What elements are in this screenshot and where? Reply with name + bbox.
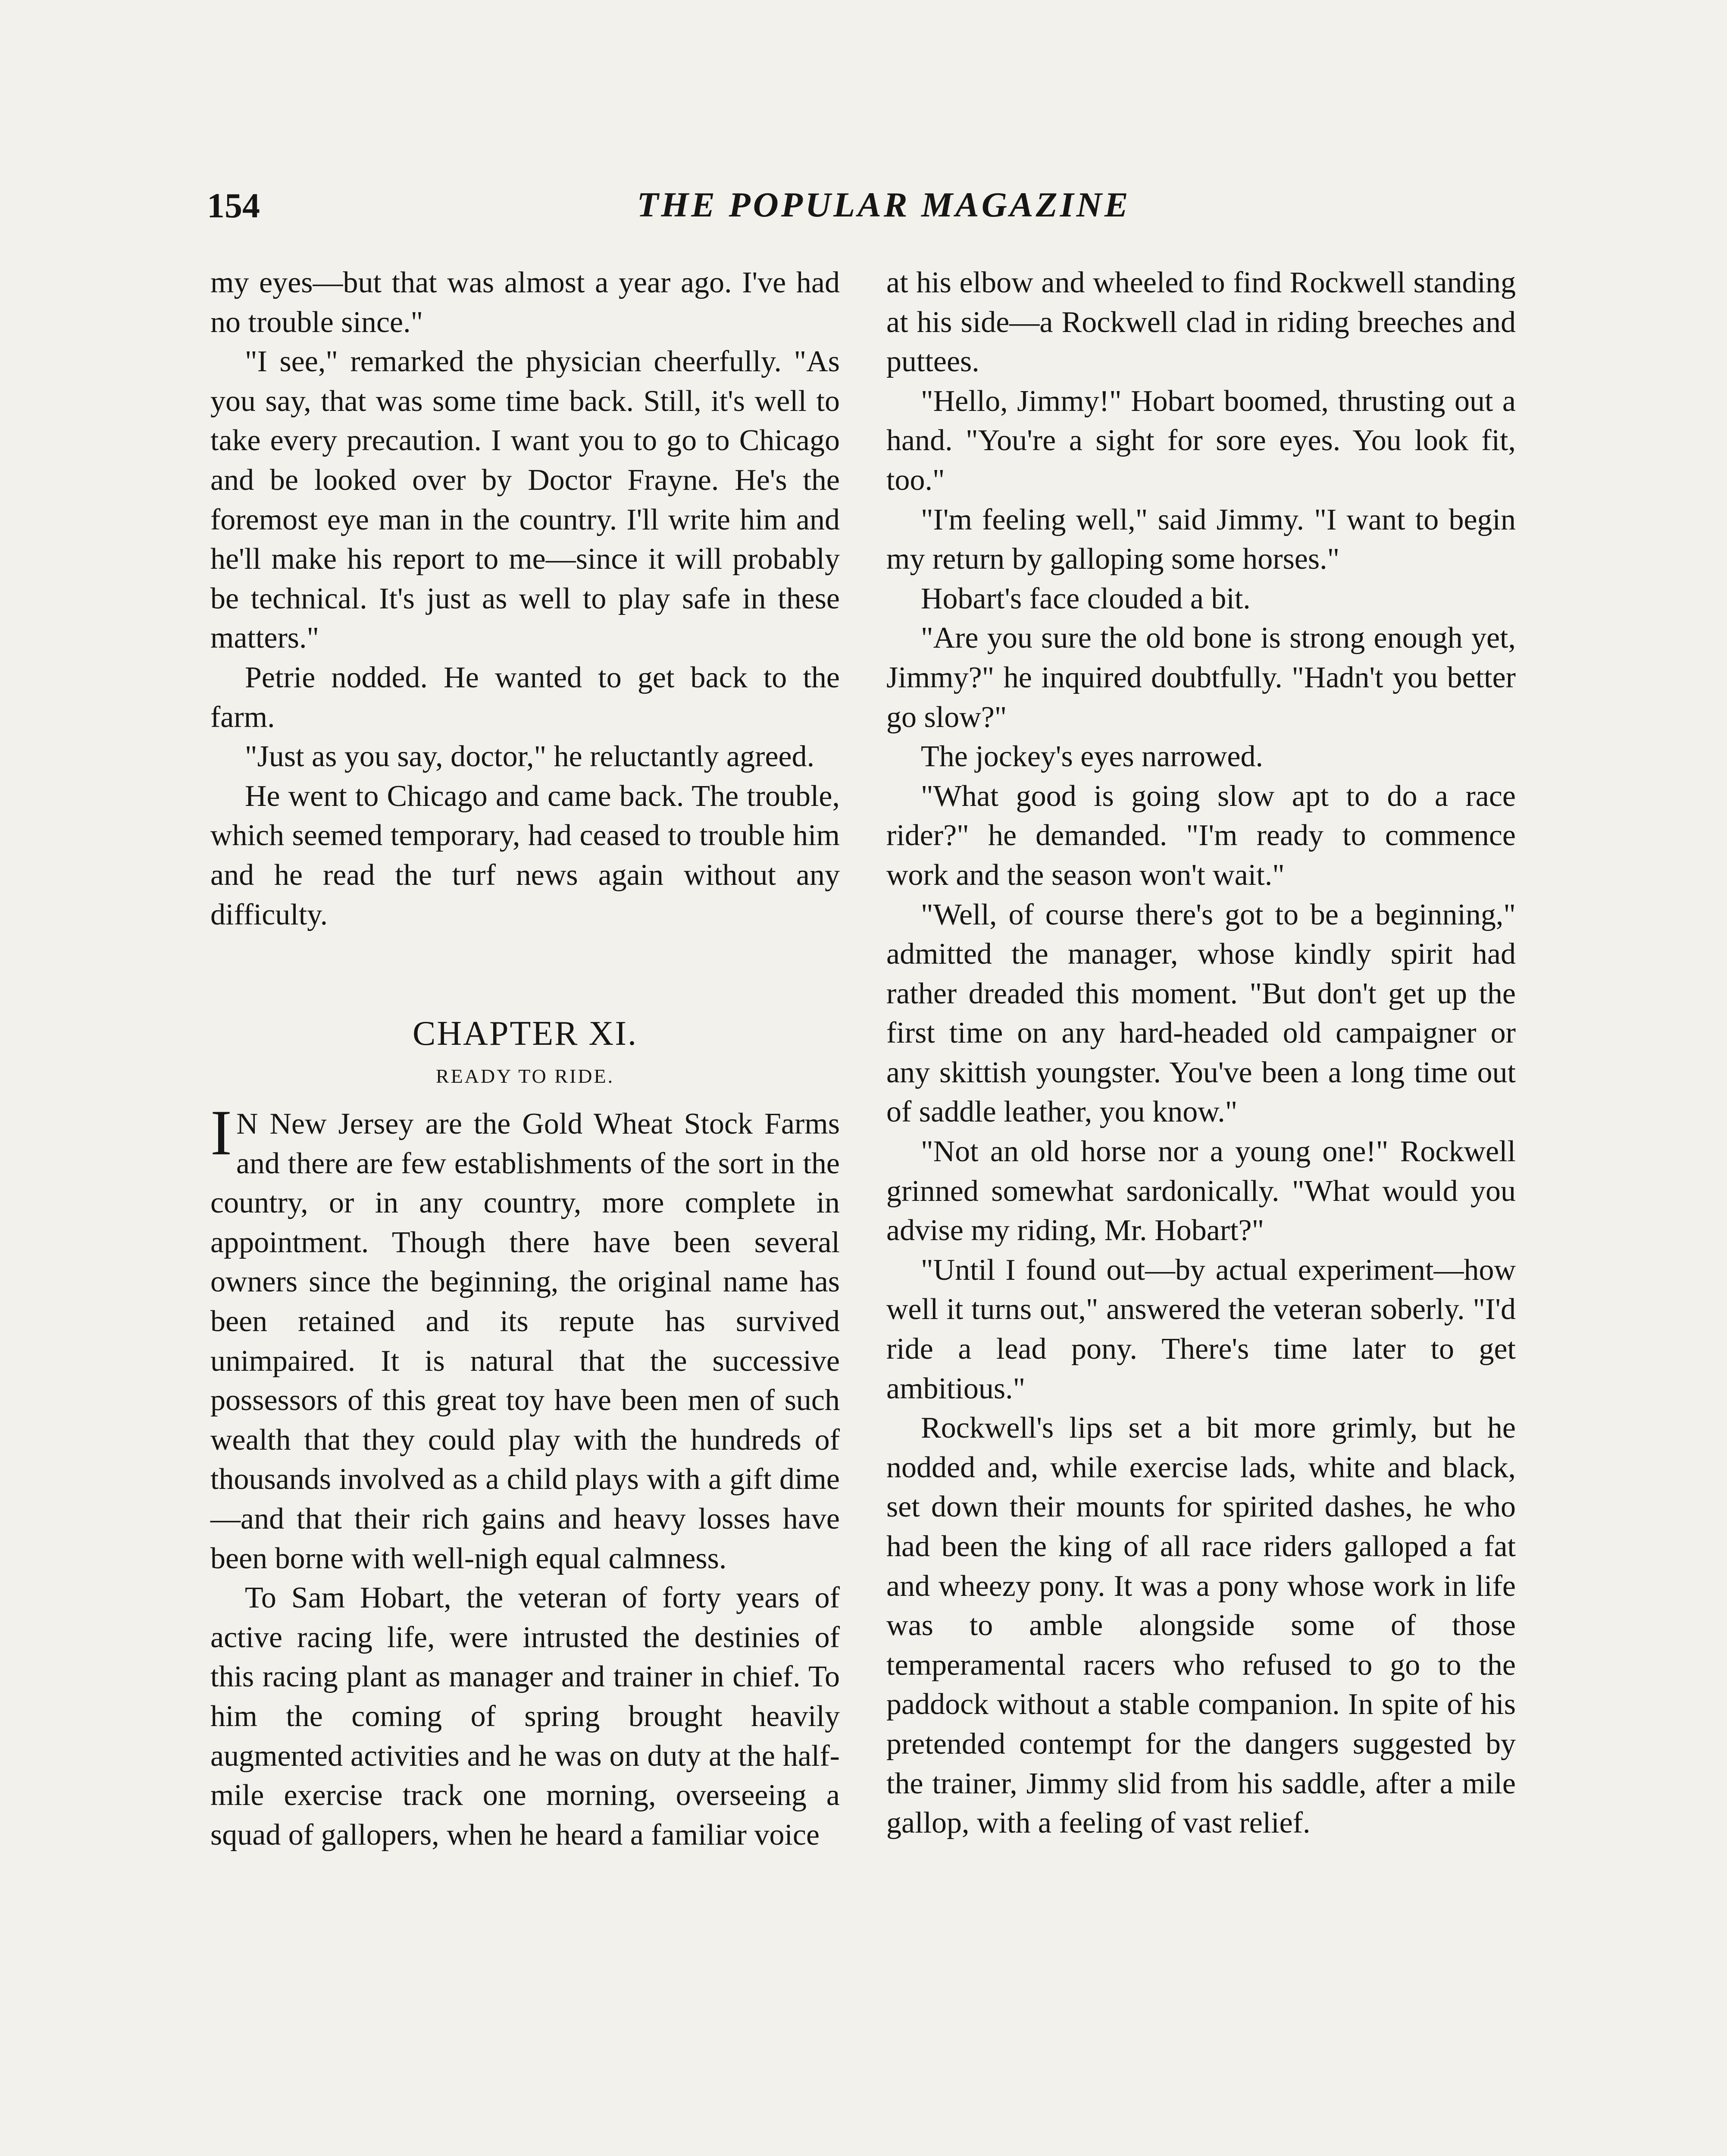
paragraph-text: N New Jersey are the Gold Wheat Stock Farms and there are few establishments of the sort in the country, or in any country, more complete in appointment. Though there have been several owners since the beginning, the original name has been retained and its repute has survived unimpaired. It is natural that the successive possessors of this great toy have been men of such wealth that they could play with the hundreds of thousands involved as a child plays with a gift dime—and that their rich gains and heavy losses have been borne with well-nigh equal calmness. <box>210 1107 840 1575</box>
paragraph: "Hello, Jimmy!" Hobart boomed, thrusting out a hand. "You're a sight for sore eyes. You look fit, too." <box>886 384 1516 497</box>
paragraph: To Sam Hobart, the veteran of forty years of active racing life, were intrusted the destinies of this racing plant as manager and trainer in chief. To him the coming of spring brought heavily augmented activities and he was on duty at the half-mile exercise track one morning, overseeing a squad of gallopers, when he heard a familiar voice <box>210 1581 840 1852</box>
drop-cap: I <box>210 1097 232 1169</box>
paragraph: "Not an old horse nor a young one!" Rockwell grinned somewhat sardonically. "What would you advise my riding, Mr. Hobart?" <box>886 1135 1516 1247</box>
paragraph: Petrie nodded. He wanted to get back to the farm. <box>210 661 840 734</box>
paragraph: The jockey's eyes narrowed. <box>921 740 1263 774</box>
paragraph: "Well, of course there's got to be a beginning," admitted the manager, whose kindly spirit had rather dreaded this moment. "But don't get up the first time on any hard-headed old campaigner or any skittish youngster. You've been a long time out of saddle leather, you know." <box>886 898 1516 1129</box>
paragraph: "I'm feeling well," said Jimmy. "I want to begin my return by galloping some horses." <box>886 503 1516 576</box>
left-column <box>210 263 840 1855</box>
paragraph: at his elbow and wheeled to find Rockwell standing at his side—a Rockwell clad in riding breeches and puttees. <box>886 266 1516 379</box>
paragraph: "Just as you say, doctor," he reluctantly agreed. <box>245 740 815 774</box>
paragraph: "I see," remarked the physician cheerfully. "As you say, that was some time back. Still, it's well to take every precaution. I want you to go to Chicago and be looked over by Doctor Frayne. He's the foremost eye man in the country. I'll write him and he'll make his report to me—since it will probably be technical. It's just as well to play safe in these matters." <box>210 345 840 655</box>
paragraph: "What good is going slow apt to do a race rider?" he demanded. "I'm ready to commence work and the season won't wait." <box>886 779 1516 892</box>
paragraph: "Are you sure the old bone is strong enough yet, Jimmy?" he inquired doubtfully. "Hadn't you better go slow?" <box>886 621 1516 734</box>
paragraph: my eyes—but that was almost a year ago. I've had no trouble since." <box>210 266 840 339</box>
paragraph: Hobart's face clouded a bit. <box>921 582 1251 615</box>
chapter-opening-paragraph <box>210 1097 840 1578</box>
paragraph: Rockwell's lips set a bit more grimly, but he nodded and, while exercise lads, white and black, set down their mounts for spirited dashes, he who had been the king of all race riders galloped a fat and wheezy pony. It was a pony whose work in life was to amble alongside some of those temperamental racers who refused to go to the paddock without a stable companion. In spite of his pretended contempt for the dangers suggested by the trainer, Jimmy slid from his saddle, after a mile gallop, with a feeling of vast relief. <box>886 1411 1516 1840</box>
chapter-subtitle: READY TO RIDE. <box>435 1065 615 1087</box>
paragraph: He went to Chicago and came back. The trouble, which seemed temporary, had ceased to trouble him and he read the turf news again without any difficulty. <box>210 779 840 931</box>
right-column <box>886 263 1516 1843</box>
page-number: 154 <box>207 186 260 225</box>
paragraph: "Until I found out—by actual experiment—how well it turns out," answered the veteran soberly. "I'd ride a lead pony. There's time later to get ambitious." <box>886 1253 1516 1405</box>
running-head: THE POPULAR MAGAZINE <box>637 185 1131 224</box>
chapter-title: CHAPTER XI. <box>413 1015 638 1053</box>
